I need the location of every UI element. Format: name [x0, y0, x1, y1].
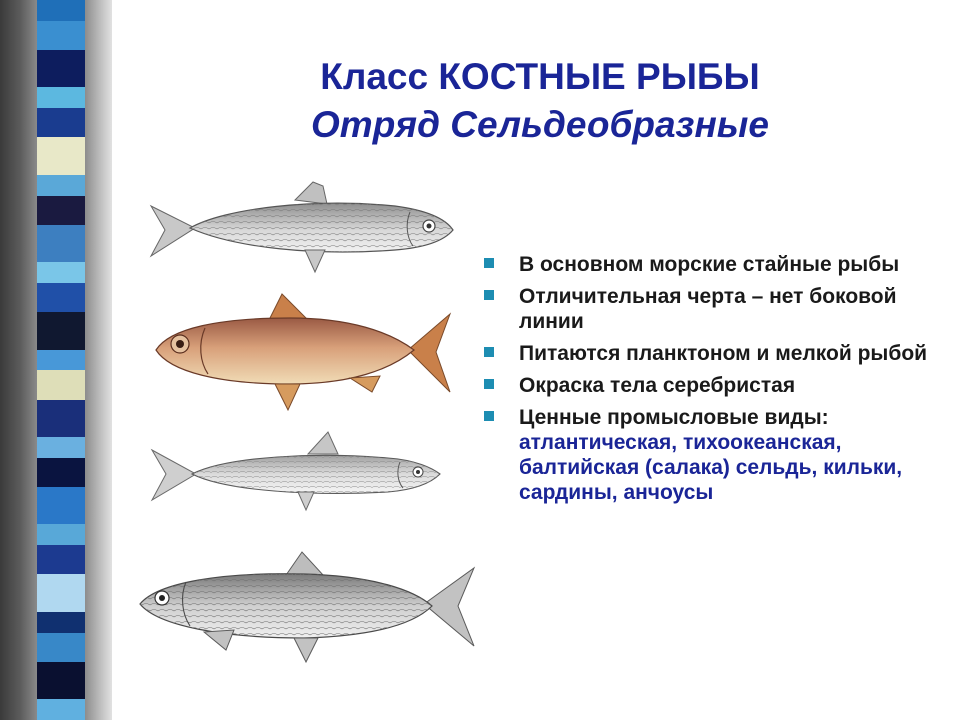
bullet-text: В основном морские стайные рыбы [519, 253, 900, 276]
sardine-illustration [150, 292, 455, 412]
stripe-block [37, 283, 85, 312]
stripe-block [37, 137, 85, 174]
bullet-item [482, 405, 932, 505]
left-border-shadow [0, 0, 37, 720]
stripe-block [37, 196, 85, 225]
pacific-herring-illustration [134, 548, 479, 666]
bullet-item [482, 284, 932, 334]
stripe-block [37, 312, 85, 349]
stripe-block [37, 262, 85, 283]
left-border-highlight [85, 0, 112, 720]
stripe-block [37, 108, 85, 137]
stripe-block [37, 87, 85, 108]
bullet-text: Окраска тела серебристая [519, 374, 796, 397]
bullet-square-icon [484, 258, 494, 268]
bullet-square-icon [484, 290, 494, 300]
decorative-stripe [37, 0, 85, 720]
stripe-block [37, 524, 85, 545]
stripe-block [37, 574, 85, 611]
stripe-block [37, 612, 85, 633]
stripe-block [37, 175, 85, 196]
sprat-illustration [148, 430, 448, 515]
stripe-block [37, 662, 85, 699]
species-list: атлантическая, тихоокеанская, балтийская (салака) сельдь, кильки, сардины, анчоусы [519, 431, 903, 504]
bullet-item [482, 341, 932, 366]
bullet-square-icon [484, 347, 494, 357]
bullet-text: Отличительная черта – нет боковой линии [519, 285, 897, 333]
stripe-block [37, 699, 85, 720]
bullet-square-icon [484, 379, 494, 389]
stripe-block [37, 370, 85, 399]
stripe-block [37, 350, 85, 371]
bullet-list [482, 252, 932, 512]
stripe-block [37, 487, 85, 524]
stripe-block [37, 21, 85, 50]
stripe-block [37, 458, 85, 487]
bullet-text: Ценные промысловые виды: [519, 406, 829, 429]
stripe-block [37, 545, 85, 574]
stripe-block [37, 437, 85, 458]
bullet-item [482, 373, 932, 398]
stripe-block [37, 225, 85, 262]
stripe-block [37, 0, 85, 21]
stripe-block [37, 50, 85, 87]
stripe-block [37, 400, 85, 437]
slide-title: Класс КОСТНЫЕ РЫБЫ [320, 56, 760, 97]
slide-subtitle: Отряд Сельдеобразные [311, 104, 769, 145]
stripe-block [37, 633, 85, 662]
bullet-item [482, 252, 932, 277]
bullet-text: Питаются планктоном и мелкой рыбой [519, 342, 928, 365]
bullet-square-icon [484, 411, 494, 421]
herring-illustration [145, 178, 465, 278]
